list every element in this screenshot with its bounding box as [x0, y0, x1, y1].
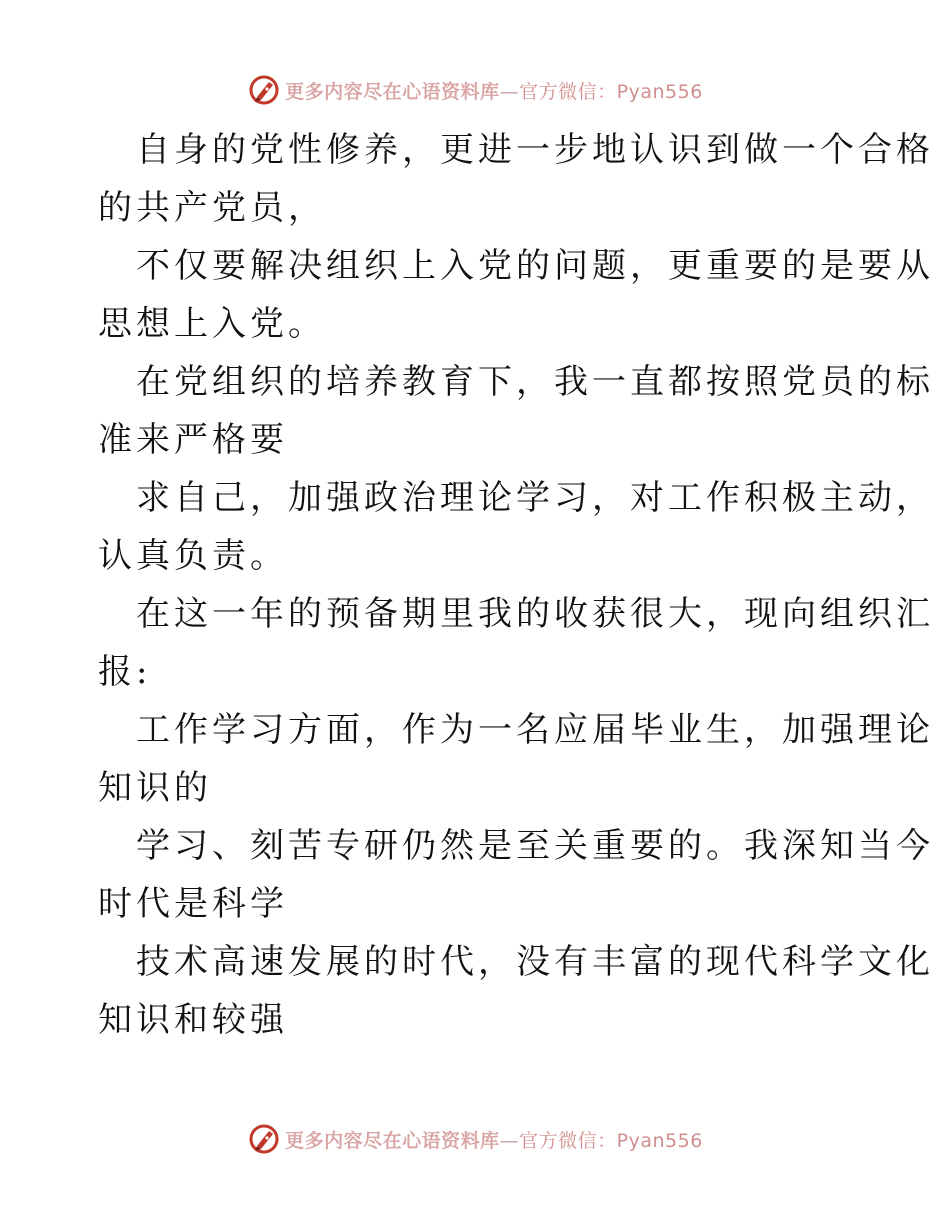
text-line: 认真负责。 [98, 536, 288, 576]
footer-banner-text [285, 1126, 703, 1153]
header-dash: — [499, 80, 520, 103]
text-line: 知识和较强 [98, 1000, 288, 1040]
text-line: 知识的 [98, 768, 212, 808]
pen-nib-logo-icon [247, 73, 281, 107]
text-line: 工作学习方面，作为一名应届毕业生，加强理论 [136, 710, 934, 750]
header-site-text: 更多内容尽在心语资料库 [285, 80, 500, 103]
text-line: 思想上入党。 [98, 304, 326, 344]
pen-nib-logo-icon [247, 1122, 281, 1156]
footer-wechat-text: 官方微信：Pyan556 [519, 1129, 703, 1152]
text-line: 自身的党性修养，更进一步地认识到做一个合格 [136, 130, 934, 170]
text-line: 准来严格要 [98, 420, 288, 460]
document-body [98, 121, 934, 1049]
footer-site-text: 更多内容尽在心语资料库 [285, 1129, 500, 1152]
text-line: 的共产党员， [98, 188, 326, 228]
text-line: 不仅要解决组织上入党的问题，更重要的是要从 [136, 246, 934, 286]
text-line: 在这一年的预备期里我的收获很大，现向组织汇 [136, 594, 934, 634]
text-line: 时代是科学 [98, 884, 288, 924]
header-banner [0, 72, 950, 108]
text-line: 学习、刻苦专研仍然是至关重要的。我深知当今 [136, 826, 934, 866]
header-banner-text [285, 77, 703, 104]
header-wechat-text: 官方微信：Pyan556 [519, 80, 703, 103]
footer-dash: — [499, 1129, 520, 1152]
text-line: 技术高速发展的时代，没有丰富的现代科学文化 [136, 942, 934, 982]
text-line: 求自己，加强政治理论学习，对工作积极主动， [136, 478, 934, 518]
text-line: 在党组织的培养教育下，我一直都按照党员的标 [136, 362, 934, 402]
text-line: 报: [98, 652, 152, 692]
footer-banner [0, 1121, 950, 1157]
